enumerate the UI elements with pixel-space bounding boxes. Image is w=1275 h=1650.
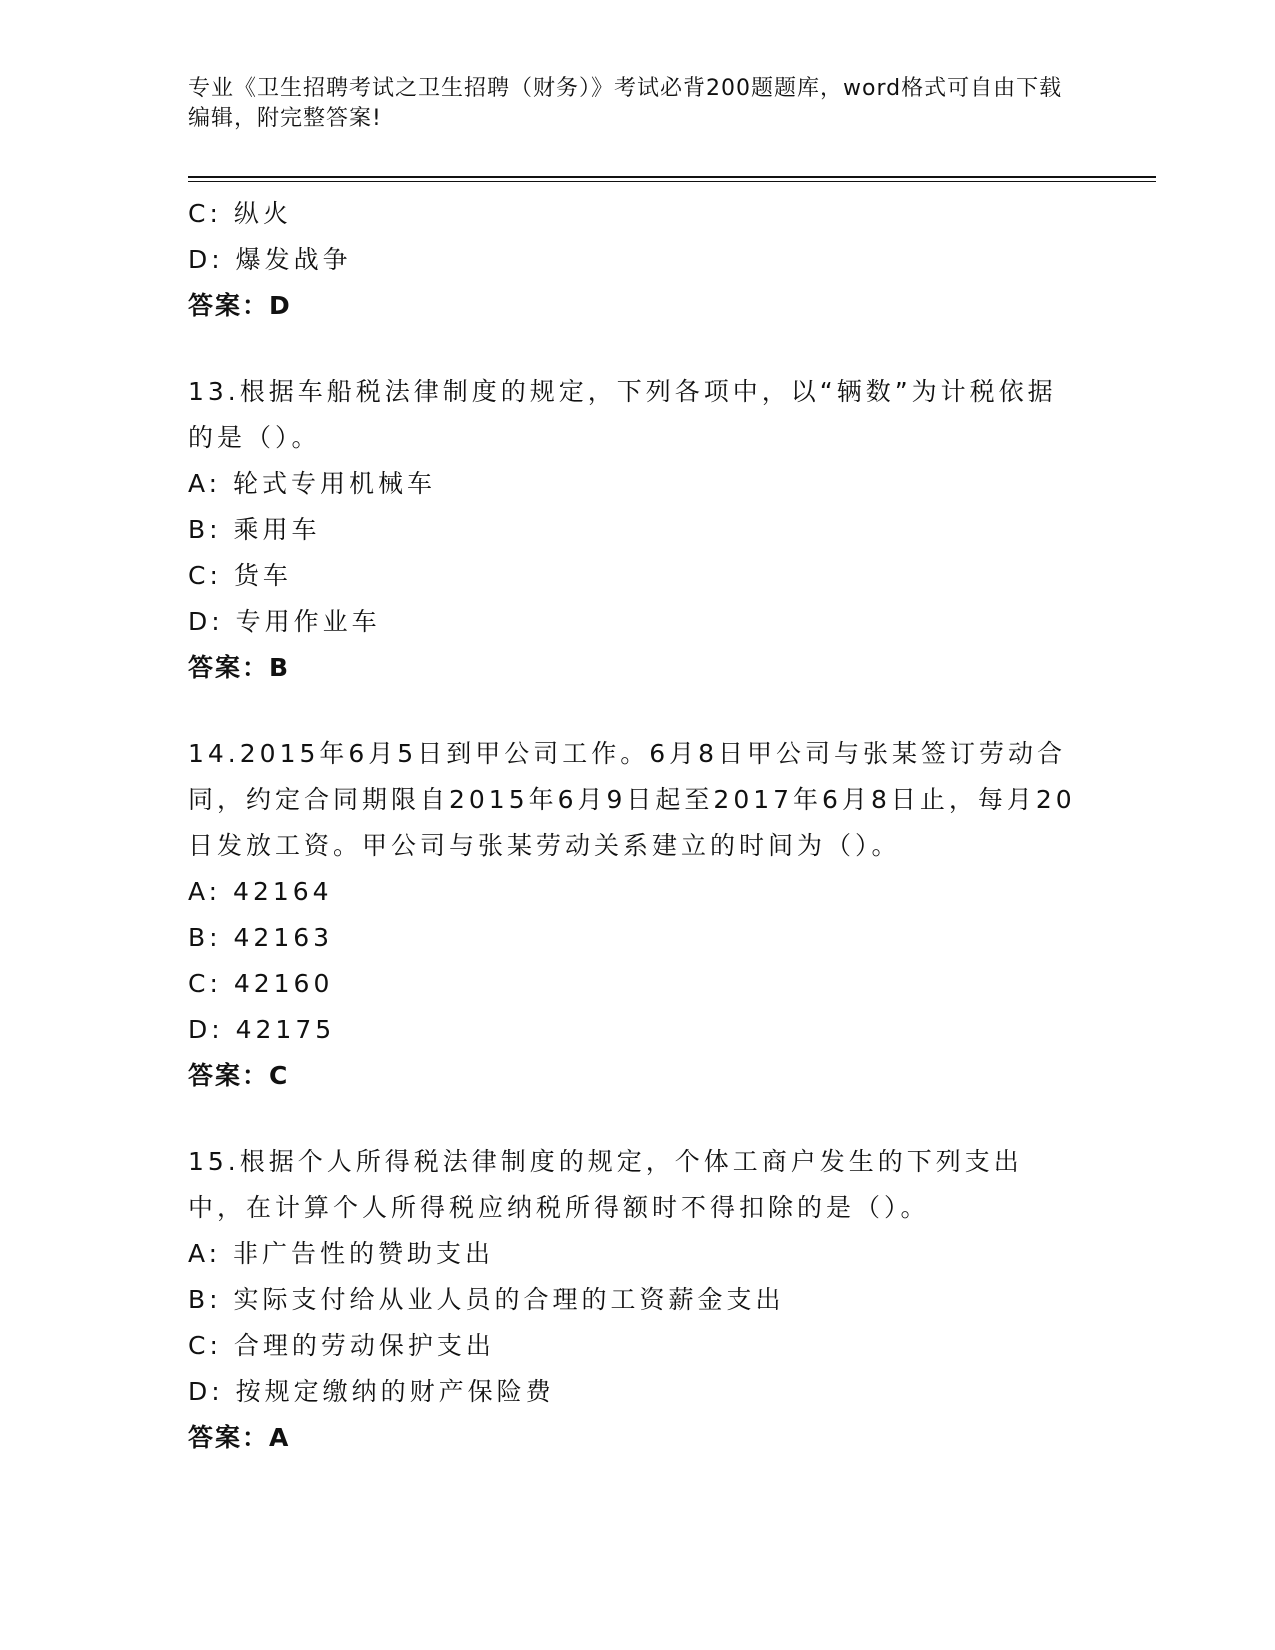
answer: 答案：D	[188, 291, 292, 320]
option-c: C: 纵火	[188, 199, 292, 228]
header-divider-thin	[188, 181, 1156, 182]
option-c: C: 货车	[188, 561, 292, 590]
option-d: D: 专用作业车	[188, 607, 381, 636]
option-d: D: 按规定缴纳的财产保险费	[188, 1377, 555, 1406]
option-a: A: 非广告性的赞助支出	[188, 1239, 495, 1268]
page-header: 专业《卫生招聘考试之卫生招聘（财务）》考试必背200题题库，word格式可自由下载编辑，附完整答案!	[188, 76, 1063, 131]
question-stem: 15.根据个人所得税法律制度的规定，个体工商户发生的下列支出中，在计算个人所得税应纳税所得额时不得扣除的是（）。	[188, 1147, 1023, 1222]
option-b: B: 乘用车	[188, 515, 321, 544]
question-15	[188, 1139, 1088, 1461]
question-continued	[188, 191, 1088, 329]
document-body	[188, 191, 1088, 1461]
option-b: B: 实际支付给从业人员的合理的工资薪金支出	[188, 1285, 785, 1314]
option-a: A: 轮式专用机械车	[188, 469, 437, 498]
option-c: C: 合理的劳动保护支出	[188, 1331, 495, 1360]
option-c: C: 42160	[188, 969, 334, 998]
answer: 答案：B	[188, 653, 291, 682]
question-13	[188, 369, 1088, 691]
option-d: D: 爆发战争	[188, 245, 352, 274]
option-b: B: 42163	[188, 923, 334, 952]
option-d: D: 42175	[188, 1015, 336, 1044]
answer: 答案：A	[188, 1423, 291, 1452]
question-stem: 14.2015年6月5日到甲公司工作。6月8日甲公司与张某签订劳动合同，约定合同期限自2015年6月9日起至2017年6月8日止，每月20日发放工资。甲公司与张某劳动关系建立的时间为（）。	[188, 739, 1076, 860]
option-a: A: 42164	[188, 877, 333, 906]
question-stem: 13.根据车船税法律制度的规定，下列各项中，以“辆数”为计税依据的是（）。	[188, 377, 1057, 452]
header-divider-thick	[188, 176, 1156, 178]
question-14	[188, 731, 1088, 1099]
answer: 答案：C	[188, 1061, 290, 1090]
